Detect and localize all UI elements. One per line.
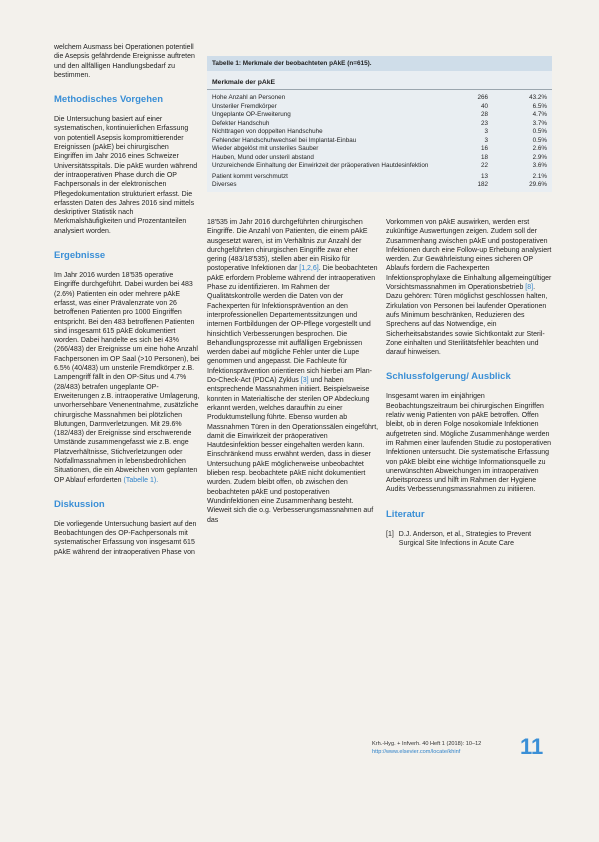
table-row <box>207 111 552 120</box>
discussion-heading: Diskussion <box>54 498 105 510</box>
paragraph-text: Vorkommen von pAkE auswirken, werden erst zukünftige Auswertungen zeigen. Zudem soll der Zusammenhang zwischen pAkE und postoperativen Infektionen durch eine Follow-up Erhebung analysiert werden. Zur Gewährleistung eines sicheren OP Ablaufs fordern die Fachexperten Infektionsprophylaxe die Einhaltung allgemeingültiger Vorsichtsmassnahmen im Operationsbetrieb <box>386 219 552 292</box>
row-percent: 0.5% <box>532 128 547 135</box>
row-percent: 2.1% <box>532 172 547 180</box>
table-caption: Tabelle 1: Merkmale der beobachteten pAkE (n=615). <box>207 56 552 71</box>
row-label: Hohe Anzahl an Personen <box>212 94 286 101</box>
journal-url-link[interactable]: http://www.elsevier.com/locate/khinf <box>372 748 461 755</box>
citation-link[interactable]: [1,2,6] <box>299 265 319 273</box>
results-text: Im Jahr 2016 wurden 18'535 operative Eingriffe durchgeführt. Dabei wurden bei 483 (2.6%) Patienten ein oder mehrere pAkE erfasst, was einer Prävalenzrate von 26 betroffenen Patienten pro 1000 Eingriffen entspricht. Bei den 483 betroffenen Patienten sind insgesamt 615 pAkE dokumentiert worden. Dabei handelte es sich bei 43% (266/483) der Ereignisse um eine hohe Anzahl Fachpersonen im OP Saal (>10 Personen), bei 6.5% (40/483) um unsterile Fremdkörper z.B. Lampengriff fällt in den OP-Situs und 4.7% (28/483) betrafen ungeplante OP-Erweiterungen z.B. intraoperative Umlagerung, unvorhersehbare Venenentnahme, zusätzliche chirurgische Massnahmen bei plötzlichen Blutungen, Darmverletzungen. Mit 29.6% (182/483) der Ereignisse sind erschwerende Umstände zusammengefasst wie z.B. enge Platzverhältnisse, Stichverletzungen oder Notfallmassnahmen in lebensbedrohlichen Situationen, die ein Abweichen vom geplanten OP Ablauf erforderten <box>54 272 200 484</box>
row-label: Nichttragen von doppelten Handschuhe <box>212 128 323 135</box>
row-percent: 6.5% <box>532 102 547 110</box>
row-percent: 43.2% <box>529 94 547 101</box>
row-count: 16 <box>480 145 488 152</box>
discussion-continued-paragraph <box>207 218 379 525</box>
table-row <box>207 145 552 154</box>
conclusion-paragraph: Insgesamt waren im einjährigen Beobachtungszeitraum bei chirurgischen Eingriffen relativ wenig Patienten von pAkE betroffen. Offen bleibt, ob in deren Folge nosokomiale Infektionen aufgetreten sind. Mögliche Zusammenhänge werden im Rahmen einer laufenden Studie zu postoperativen Infektionen untersucht. Die systematische Erfassung von pAkE bleibt eine wichtige Informationsquelle zu unerwünschten Abweichungen im intraoperativen Arbeitsprozess und hilft im Rahmen der Hygiene Audits Verbesserungsmassnahmen zu initiieren. <box>386 393 551 494</box>
column-right <box>386 218 552 548</box>
table-row <box>207 120 552 129</box>
column-left <box>54 43 200 563</box>
discussion-paragraph: Die vorliegende Untersuchung basiert auf den Beobachtungen des OP-Fachpersonals mit systematischer Erfassung von insgesamt 615 pAkE während der intraoperativen Phase von <box>54 520 197 556</box>
table-row <box>207 173 552 182</box>
row-label: Wieder abgelöst mit unsteriles Sauber <box>212 145 319 152</box>
table-row <box>207 181 552 190</box>
row-percent: 29.6% <box>529 181 547 188</box>
conclusion-heading: Schlussfolgerung/ Ausblick <box>386 371 511 383</box>
column-middle <box>207 218 379 531</box>
table-1 <box>207 56 552 192</box>
row-percent: 4.7% <box>532 111 547 118</box>
page-number: 11 <box>520 734 544 759</box>
row-percent: 3.6% <box>532 162 547 169</box>
reference-text: D.J. Anderson, et al., Strategies to Prevent Surgical Site Infections in Acute Care <box>398 530 532 548</box>
table-row <box>207 162 552 171</box>
row-label: Diverses <box>212 181 237 188</box>
row-label: Defekter Handschuh <box>212 119 270 127</box>
row-count: 23 <box>480 119 488 127</box>
row-percent: 2.9% <box>532 153 547 161</box>
table-body <box>207 90 552 192</box>
row-label: Ungeplante OP-Erweiterung <box>212 111 291 118</box>
journal-citation: Krh.-Hyg. + Infverh. 40 Heft 1 (2018): 10–12 <box>372 741 482 747</box>
reference-number: [1] <box>386 530 394 538</box>
paragraph-text: Wieweit sich die o.g. Verbesserungsmassnahmen auf das <box>207 507 374 524</box>
row-count: 266 <box>477 94 488 101</box>
row-label: Unsteriler Fremdkörper <box>212 102 277 110</box>
row-percent: 0.5% <box>532 136 547 144</box>
measures-paragraph <box>386 218 552 357</box>
intro-paragraph: welchem Ausmass bei Operationen potentiell die Asepsis gefährdende Ereignisse auftreten und den allfälligen Handlungsbedarf zu bestimmen. <box>54 44 195 79</box>
row-count: 13 <box>480 172 488 180</box>
citation-link[interactable]: [8] <box>525 284 534 292</box>
results-paragraph <box>54 271 200 485</box>
row-count: 22 <box>480 162 488 169</box>
row-label: Fehlender Handschuhwechsel bei Implantat-Einbau <box>212 136 357 144</box>
table-row <box>207 128 552 137</box>
table-reference-link[interactable]: (Tabelle 1). <box>123 476 159 484</box>
row-label: Unzureichende Einhaltung der Einwirkzeit der präoperativen Hautdesinfektion <box>212 162 429 169</box>
methods-heading: Methodisches Vorgehen <box>54 94 164 106</box>
table-row <box>207 154 552 163</box>
paragraph-text: . Die beobachteten pAkE erfordern Probleme während der intraoperativen Phase zu identifizieren. Im Rahmen der Qualitätskontrolle werden die Daten von der Fachexperten für Infektionsprävention an den interprofessionellen Departementssitzungen und internen Fortbildungen der OP-Pflege vorgestellt und hinsichtlich Verbesserungen besprochen. Die Behandlungsprozesse mit auffälligen Ergebnissen werden dabei auf mögliche Fehler unter die Lupe genommen und angepasst. Die Fachleute für Infektionsprävention orientieren sich hierbei am Plan-Do-Check-Act (PDCA) Zyklus <box>207 265 378 385</box>
paragraph-text: 18'535 im Jahr 2016 durchgeführten chirurgischen Eingriffe. Die Anzahl von Patienten, die einem pAkE ausgesetzt waren, ist im Verhältnis zur Anzahl der durchgeführten chirurgischen Eingriffe zwar eher gering (483/18'535), stellen aber ein Risiko für postoperative Infektionen dar <box>207 219 368 273</box>
paragraph-text: und haben entsprechende Massnahmen initiiert. Beispielsweise konnten in Materialtische der sterilen OP Abdeckung erkannt werden, welches daraufhin zu einer Produktumstellung führte. Ebenso wurden ab Massnahmen Türen in den Operationssälen eingeführt, damit die Einwirkzeit der präoperativen Hautdesinfektion besser eingehalten werden kann. Einschränkend muss erwähnt werden, dass in dieser Untersuchung pAkE möglicherweise unbeobachtet blieben resp. beobachtete pAkE nicht dokumentiert wurden. Zudem bleibt offen, ob zwischen den beobachteten pAkE und postoperativen Wundinfektionen eine Zusammenhang besteht. <box>207 377 379 505</box>
row-label: Hauben, Mund oder unsteril abstand <box>212 153 314 161</box>
table-header: Merkmale der pAkE <box>207 71 552 90</box>
table-row <box>207 137 552 146</box>
table-row <box>207 103 552 112</box>
page-footer <box>372 741 481 756</box>
reference-list <box>386 530 552 549</box>
row-count: 28 <box>480 111 488 118</box>
row-count: 182 <box>477 181 488 188</box>
row-count: 18 <box>480 153 488 161</box>
list-item <box>386 530 552 549</box>
row-count: 40 <box>480 102 488 110</box>
paragraph-text: . Dazu gehören: Türen möglichst geschlossen halten, Zirkulation von Personen bei laufender Operationen aufs Minimum beschränken, Reduzieren des Sprechens auf das Notwendige, ein Sicherheitsabstandes sowie Sichtkontakt zur Steril-Zone einhalten und Sterilitätsfehler beachten und darauf hinweisen. <box>386 284 548 357</box>
results-heading: Ergebnisse <box>54 250 106 262</box>
row-count: 3 <box>484 128 488 135</box>
table-row <box>207 94 552 103</box>
row-percent: 3.7% <box>532 119 547 127</box>
literature-heading: Literatur <box>386 508 425 520</box>
row-label: Patient kommt verschmutzt <box>212 172 288 180</box>
methods-paragraph: Die Untersuchung basiert auf einer systematischen, kontinuierlichen Erfassung von potentiell Asepsis kompromittierender Ereignissen (pAkE) bei chirurgischen Eingriffen im Jahr 2016 eines Schweizer Universitätsspitals. Die pAkE wurden während der intraoperativen Phase durch die OP Fachpersonals in der elektronischen Pflegedokumentation strukturiert erfasst. Die erfassten Daten des Jahres 2016 sind mittels deskriptiver Statistik nach Merkmalshäufigkeiten und Prozentanteilen analysiert worden. <box>54 116 198 235</box>
citation-link[interactable]: [3] <box>300 377 309 385</box>
row-percent: 2.6% <box>532 145 547 152</box>
row-count: 3 <box>484 136 488 144</box>
